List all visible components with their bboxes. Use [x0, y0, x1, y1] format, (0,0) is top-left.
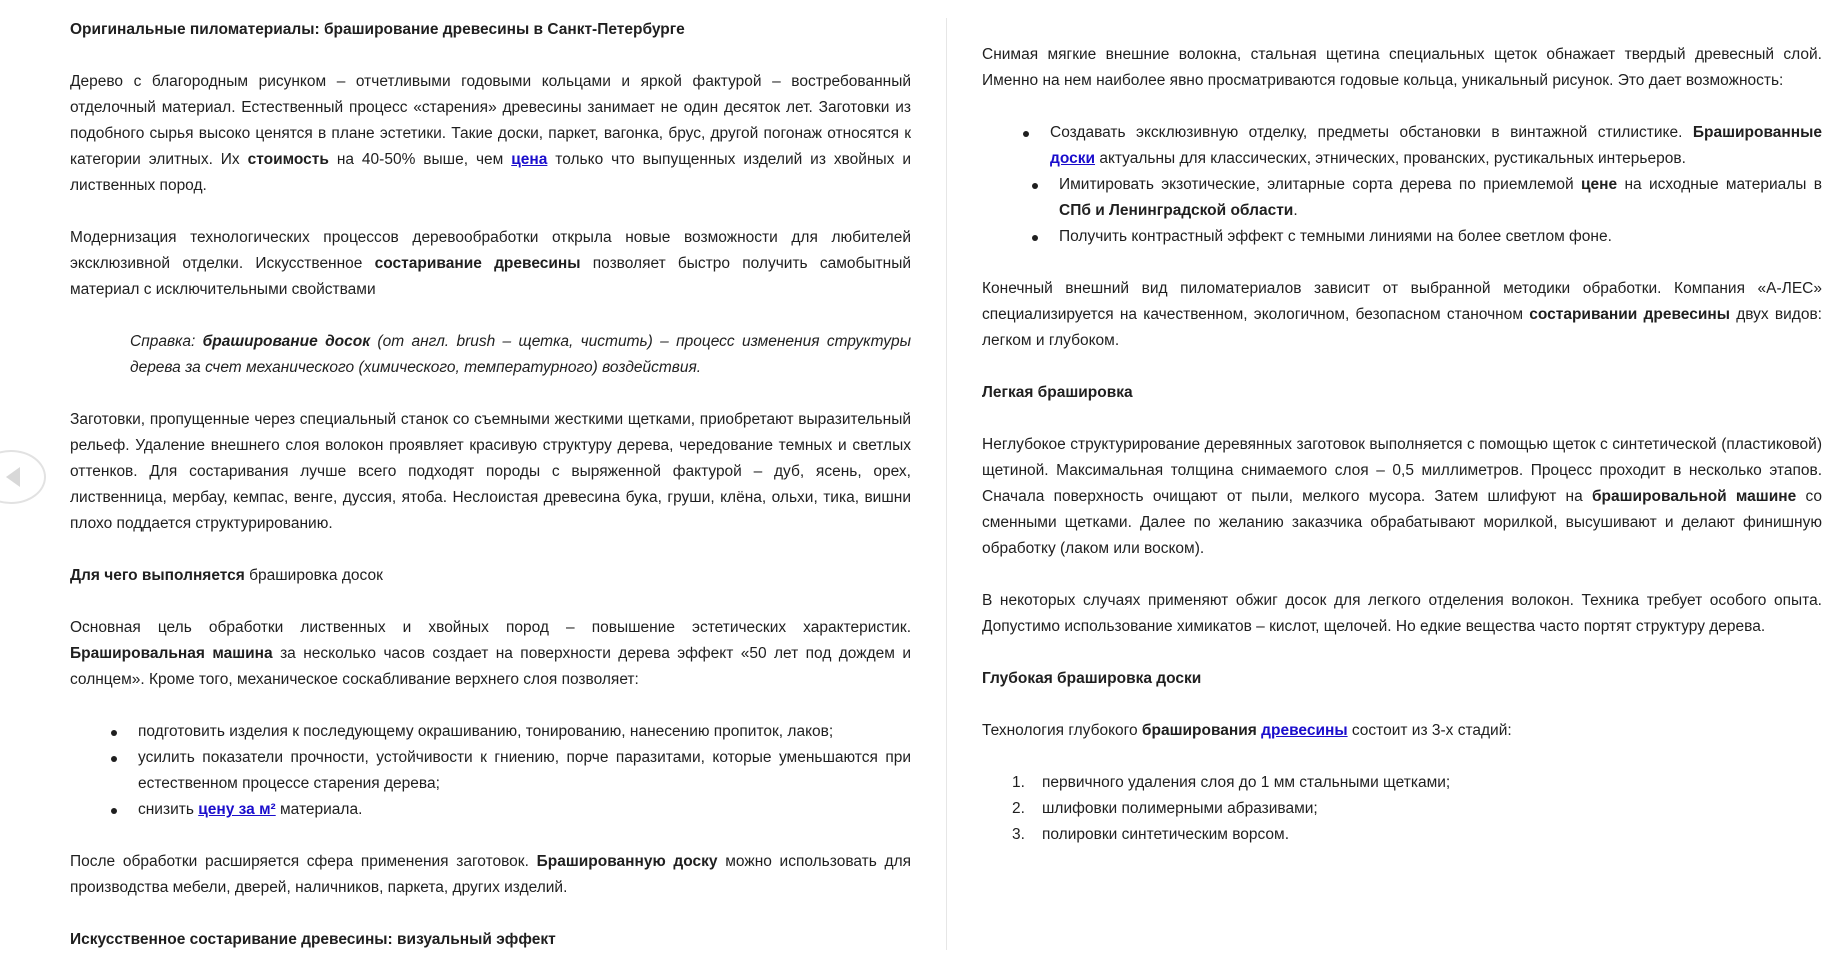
section-heading: Искусственное состаривание древесины: визуальный эффект [70, 931, 556, 948]
paragraph: Неглубокое структурирование деревянных заготовок выполняется с помощью щеток с синтетической (пластиковой) щетиной. Максимальная толщина снимаемого слоя – 0,5 миллиметров. Процесс проходит в несколько этапов. Сначала поверхность очищают от пыли, мелкого мусора. Затем шлифуют на брашировальной машине со сменными щетками. Далее по желанию заказчика обрабатывают морилкой, высушивают и делают финишную обработку (лаком или воском). [982, 436, 1822, 557]
section-heading: Для чего выполняется брашировка досок [70, 567, 383, 584]
paragraph: После обработки расширяется сфера применения заготовок. Брашированную доску можно использовать для производства мебели, дверей, наличников, паркета, других изделий. [70, 853, 912, 896]
price-link[interactable]: цена [511, 151, 548, 168]
list-item: 2. шлифовки полимерными абразивами; [1012, 800, 1318, 817]
article-title: Оригинальные пиломатериалы: браширование древесины в Санкт-Петербурге [70, 21, 685, 38]
section-heading: Легкая брашировка [982, 384, 1133, 401]
paragraph: Технология глубокого браширования древесины состоит из 3-х стадий: [982, 722, 1512, 739]
left-column [70, 17, 911, 979]
wood-link[interactable]: древесины [1261, 722, 1348, 739]
paragraph: Основная цель обработки лиственных и хвойных пород – повышение эстетических характеристик. Брашировальная машина за несколько часов создает на поверхности дерева эффект «50 лет под дождем и солнцем». Кроме того, механическое соскабливание верхнего слоя позволяет: [70, 619, 911, 688]
paragraph: Дерево с благородным рисунком – отчетливыми годовыми кольцами и яркой фактурой – востребованный отделочный материал. Естественный процесс «старения» древесины занимает не один десяток лет. Заготовки из подобного сырья высоко ценятся в плане эстетики. Такие доски, паркет, вагонка, брус, другой погонаж относятся к категории элитных. Их стоимость на 40-50% выше, чем цена только что выпущенных изделий из хвойных и лиственных пород. [70, 73, 911, 194]
column-divider [946, 18, 947, 950]
price-per-m2-link[interactable]: цену за м² [198, 801, 276, 818]
list-item: усилить показатели прочности, устойчивости к гниению, порче паразитами, которые уменьшаются при естественном процессе старения дерева; [70, 745, 911, 797]
list-item: 1. первичного удаления слоя до 1 мм стальными щетками; [1012, 774, 1451, 791]
chevron-left-icon [6, 467, 20, 487]
prev-page-button[interactable] [0, 450, 46, 504]
list-item: снизить цену за м² материала. [70, 797, 911, 823]
paragraph: Снимая мягкие внешние волокна, стальная щетина специальных щеток обнажает твердый древесный слой. Именно на нем наиболее явно просматриваются годовые кольца, уникальный рисунок. Это дает возможность: [982, 46, 1822, 89]
paragraph: Конечный внешний вид пиломатериалов зависит от выбранной методики обработки. Компания «А-ЛЕС» специализируется на качественном, экологичном, безопасном станочном состаривании древесины двух видов: легком и глубоком. [982, 280, 1822, 349]
list-item: Создавать эксклюзивную отделку, предметы обстановки в винтажной стилистике. Брашированные доски актуальны для классических, этнических, прованских, рустикальных интерьеров. [982, 120, 1822, 172]
right-column [982, 42, 1822, 874]
bullet-list [70, 719, 911, 823]
list-item: подготовить изделия к последующему окрашиванию, тонированию, нанесению пропиток, лаков; [70, 719, 911, 745]
numbered-list [982, 770, 1822, 848]
paragraph: Заготовки, пропущенные через специальный станок со съемными жесткими щетками, приобретают выразительный рельеф. Удаление внешнего слоя волокон проявляет красивую структуру дерева, чередование темных и светлых оттенков. Для состаривания лучше всего подходят породы с выряженной фактурой – дуб, ясень, орех, лиственница, мербау, кемпас, венге, дуссия, ятоба. Неслоистая древесина бука, груши, клёна, ольхи, тика, вишни плохо поддается структурированию. [70, 411, 911, 532]
reference-note: Справка: браширование досок (от англ. brush – щетка, чистить) – процесс изменения структуры дерева за счет механического (химического, температурного) воздействия. [130, 333, 911, 376]
paragraph: Модернизация технологических процессов деревообработки открыла новые возможности для любителей эксклюзивной отделки. Искусственное состаривание древесины позволяет быстро получить самобытный материал с исключительными свойствами [70, 229, 911, 298]
boards-link[interactable]: доски [1050, 150, 1096, 167]
list-item: Получить контрастный эффект с темными линиями на более светлом фоне. [991, 224, 1822, 250]
list-item: Имитировать экзотические, элитарные сорта дерева по приемлемой цене на исходные материалы в СПб и Ленинградской области. [991, 172, 1822, 224]
section-heading: Глубокая брашировка доски [982, 670, 1202, 687]
paragraph: В некоторых случаях применяют обжиг досок для легкого отделения волокон. Техника требует особого опыта. Допустимо использование химикатов – кислот, щелочей. Но едкие вещества часто портят структуру дерева. [982, 592, 1822, 635]
list-item: 3. полировки синтетическим ворсом. [1012, 826, 1290, 843]
bullet-list [982, 120, 1822, 250]
